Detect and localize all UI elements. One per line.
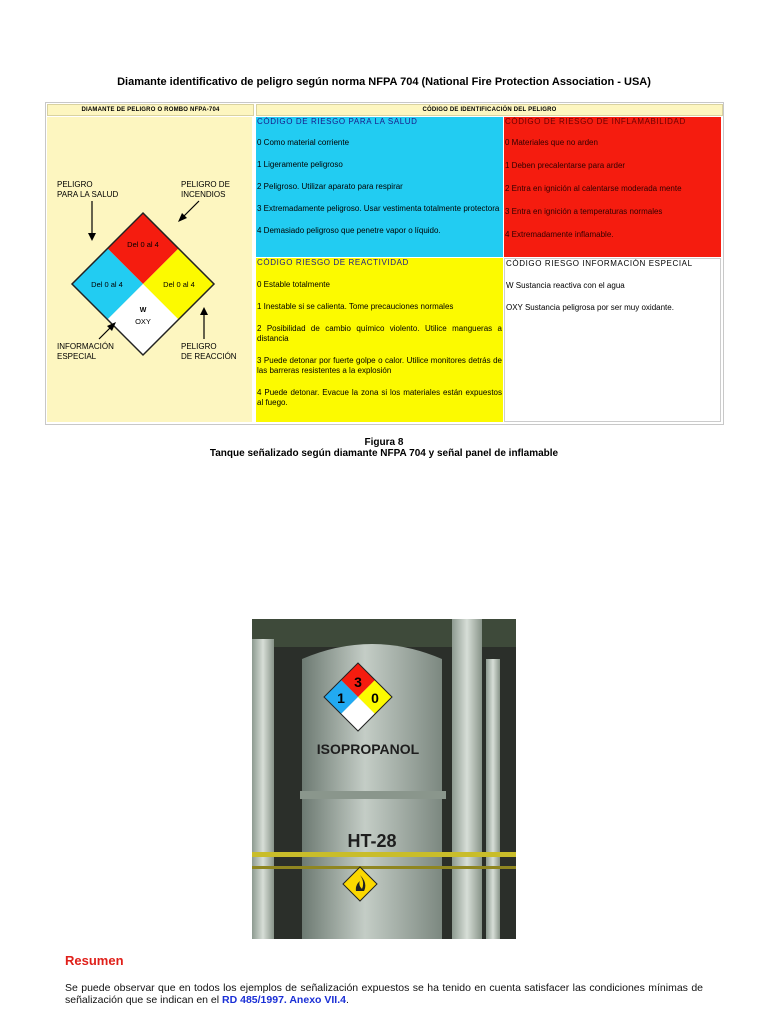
photo-railing-mid bbox=[252, 866, 516, 869]
resumen-paragraph bbox=[65, 982, 703, 1006]
health-item-1: 1 Ligeramente peligroso bbox=[257, 160, 343, 169]
label-fire-2: INCENDIOS bbox=[181, 190, 226, 199]
resumen-end: . bbox=[345, 994, 349, 1006]
photo-pipe-right bbox=[452, 619, 482, 939]
reactivity-item-0: 0 Estable totalmente bbox=[257, 280, 330, 289]
tank-photo bbox=[252, 619, 516, 939]
reactivity-code-title: CÓDIGO RIESGO DE REACTIVIDAD bbox=[257, 258, 409, 267]
nfpa-diamond-diagram bbox=[47, 117, 252, 422]
health-code-cell bbox=[256, 117, 503, 257]
flammability-item-1: 1 Deben precalentarse para arder bbox=[505, 161, 626, 170]
figure-number: Figura 8 bbox=[364, 437, 404, 448]
health-item-2: 2 Peligroso. Utilizar aparato para respirar bbox=[257, 182, 403, 191]
flammability-item-4: 4 Extremadamente inflamable. bbox=[505, 230, 614, 239]
photo-tank-code: HT-28 bbox=[347, 831, 397, 851]
label-reaction-2: DE REACCIÓN bbox=[181, 352, 237, 361]
diamond-blue-text: Del 0 al 4 bbox=[91, 280, 123, 289]
reactivity-item-4: 4 Puede detonar. Evacue la zona si los materiales están expuestos al fuego. bbox=[257, 388, 502, 407]
arrow-reaction-head bbox=[200, 307, 208, 315]
photo-railing-top bbox=[252, 852, 516, 857]
nfpa-table bbox=[45, 102, 724, 425]
arrow-fire bbox=[183, 201, 199, 217]
flammability-item-3: 3 Entra en ignición a temperaturas normales bbox=[505, 207, 663, 216]
photo-tank-band bbox=[300, 791, 446, 799]
arrow-special bbox=[99, 327, 111, 339]
photo-tank-label: ISOPROPANOL bbox=[316, 741, 420, 757]
label-health-2: PARA LA SALUD bbox=[57, 190, 119, 199]
diamond-red-text: Del 0 al 4 bbox=[127, 240, 159, 249]
special-item-1: OXY Sustancia peligrosa por ser muy oxidante. bbox=[506, 303, 674, 312]
special-code-cell bbox=[504, 258, 721, 422]
figure-caption bbox=[0, 437, 768, 459]
health-item-0: 0 Como material corriente bbox=[257, 138, 350, 147]
label-reaction-1: PELIGRO bbox=[181, 342, 217, 351]
reactivity-item-3: 3 Puede detonar por fuerte golpe o calor. Utilice monitores detrás de las barreras resistentes a la explosión bbox=[257, 356, 502, 375]
reactivity-item-1: 1 Inestable si se calienta. Tome precauciones normales bbox=[257, 302, 454, 311]
rd-link[interactable]: RD 485/1997. Anexo VII.4 bbox=[222, 994, 346, 1006]
diamond-yellow-text: Del 0 al 4 bbox=[163, 280, 195, 289]
reactivity-item-2: 2 Posibilidad de cambio químico violento. Utilice mangueras a distancia bbox=[257, 324, 502, 343]
reactivity-code-cell bbox=[256, 258, 503, 422]
diamond-white-text-oxy: OXY bbox=[135, 317, 151, 326]
photo-pipe-left bbox=[252, 639, 274, 939]
photo-diamond-blue-number: 1 bbox=[337, 690, 345, 706]
flammability-item-2: 2 Entra en ignición al calentarse moderada mente bbox=[505, 184, 682, 193]
label-special-2: ESPECIAL bbox=[57, 352, 97, 361]
arrow-health-head bbox=[88, 233, 96, 241]
photo-diamond-red-number: 3 bbox=[354, 674, 362, 690]
figure-description: Tanque señalizado según diamante NFPA 704 y señal panel de inflamable bbox=[209, 448, 559, 459]
health-code-title: CÓDIGO DE RIESGO PARA LA SALUD bbox=[257, 117, 418, 126]
table-header-left: DIAMANTE DE PELIGRO O ROMBO NFPA-704 bbox=[47, 104, 254, 116]
label-special-1: INFORMACIÓN bbox=[57, 342, 114, 351]
photo-pipe-far-right bbox=[486, 659, 500, 939]
resumen-text: Se puede observar que en todos los ejemplos de señalización expuestos se ha tenido en cuenta satisfacer las condiciones mínimas de señalización que se indican en el bbox=[65, 982, 703, 1006]
flammability-code-cell bbox=[504, 117, 721, 257]
health-item-3: 3 Extremadamente peligroso. Usar vestimenta totalmente protectora bbox=[257, 204, 500, 213]
resumen-heading: Resumen bbox=[65, 953, 124, 968]
flammability-code-title: CÓDIGO DE RIESGO DE INFLAMABILIDAD bbox=[505, 117, 686, 126]
flammability-item-0: 0 Materiales que no arden bbox=[505, 138, 598, 147]
table-header-right: CÓDIGO DE IDENTIFICACIÓN DEL PELIGRO bbox=[256, 104, 723, 116]
page-title: Diamante identificativo de peligro según norma NFPA 704 (National Fire Protection Association - USA) bbox=[117, 76, 651, 88]
special-code-title: CÓDIGO RIESGO INFORMACIÓN ESPECIAL bbox=[506, 259, 693, 268]
photo-diamond-yellow-number: 0 bbox=[371, 690, 379, 706]
label-health-1: PELIGRO bbox=[57, 180, 93, 189]
diamond-white-text-w: W bbox=[139, 307, 147, 314]
special-item-0: W Sustancia reactiva con el agua bbox=[506, 281, 625, 290]
nfpa-diamond-svg bbox=[47, 117, 252, 422]
label-fire-1: PELIGRO DE bbox=[181, 180, 230, 189]
tank-photo-svg bbox=[252, 619, 516, 939]
health-item-4: 4 Demasiado peligroso que penetre vapor o líquido. bbox=[257, 226, 441, 235]
